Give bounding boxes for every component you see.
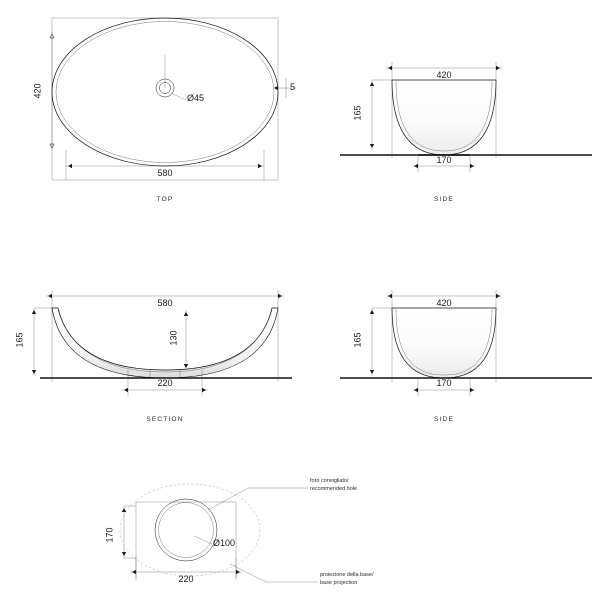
dim-top-rim: 5: [290, 82, 296, 92]
view-base-plan-svg: [80, 460, 500, 600]
dim-base-hole-dia: Ø100: [213, 538, 236, 548]
view-section-svg: [0, 230, 300, 440]
view-base-plan: [80, 460, 500, 600]
view-label-side-bottom: SIDE: [434, 416, 454, 423]
dim-side2-width: 420: [436, 298, 452, 308]
dim-section-width: 580: [157, 298, 173, 308]
note-base-projection: [320, 571, 374, 588]
dim-top-depth: 420: [32, 83, 43, 99]
dim-side1-width: 420: [436, 70, 452, 80]
note-recommended-hole: [310, 477, 357, 494]
dim-section-inner-height: 130: [168, 330, 179, 346]
dim-top-drain-dia: Ø45: [187, 93, 205, 103]
dim-side1-base: 170: [436, 155, 452, 165]
dim-top-width: 580: [157, 168, 173, 178]
dim-base-width: 220: [178, 574, 194, 584]
dim-side1-height: 165: [352, 105, 363, 121]
view-side-top: [300, 0, 604, 230]
note-recommended-hole-line1: foro consigliato/: [310, 478, 349, 484]
note-base-projection-line2: base projection: [320, 580, 358, 587]
dim-section-height: 165: [14, 332, 25, 348]
dim-section-base: 220: [157, 378, 173, 388]
note-recommended-hole-line2: recommended hole: [310, 486, 358, 493]
view-label-top: TOP: [156, 196, 174, 203]
dim-base-depth: 170: [104, 527, 115, 543]
dim-side2-base: 170: [436, 378, 452, 388]
view-label-side-top: SIDE: [434, 196, 454, 203]
dim-side2-height: 165: [352, 332, 363, 348]
view-side-bottom: [300, 230, 604, 440]
view-section: [0, 230, 300, 440]
note-base-projection-line1: proiezione della base/: [320, 572, 374, 578]
view-top: [0, 0, 300, 230]
view-top-svg: [0, 0, 300, 230]
view-label-section: SECTION: [146, 416, 184, 423]
view-side-bottom-svg: [300, 230, 604, 440]
